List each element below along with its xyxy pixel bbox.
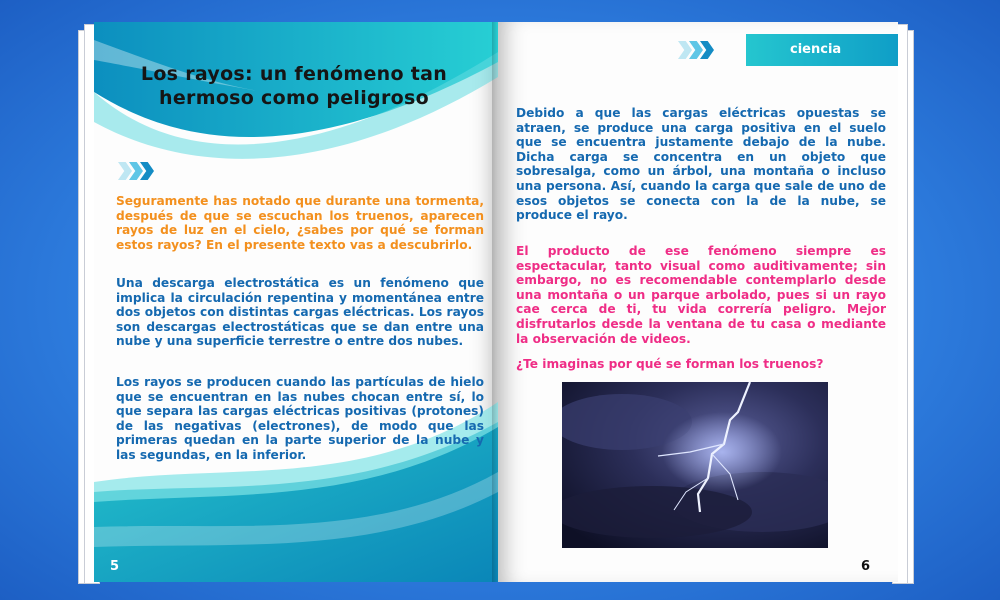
- chevron-arrows-icon: [118, 162, 151, 180]
- open-book: [78, 10, 912, 586]
- definition-paragraph: Una descarga electrostática es un fenómeno que implica la circulación repentina y momentánea entre dos objetos con distintas cargas eléctricas. Los rayos son descargas electrostáticas que se dan entre una nube y una superficie terrestre o entre dos nubes.: [116, 276, 484, 349]
- intro-paragraph: Seguramente has notado que durante una tormenta, después de que se escuchan los truenos, aparecen rayos de luz en el cielo, ¿sabes por qué se forman estos rayos? En el presente texto vas a descubrirlo.: [116, 194, 484, 252]
- lightning-photo: [562, 382, 828, 548]
- warning-paragraph: El producto de ese fenómeno siempre es espectacular, tanto visual como auditivamente; sin embargo, no es recomendable contemplarlo desde una montaña o un parque arbolado, pues si un rayo cae cerca de ti, tu vida correría peligro. Mejor disfrutarlos desde la ventana de tu casa o mediante la observación de videos.: [516, 244, 886, 346]
- right-page: [498, 22, 898, 582]
- page-number-left: 5: [110, 559, 120, 574]
- attraction-paragraph: Debido a que las cargas eléctricas opuestas se atraen, se produce una carga positiva en el suelo que se encuentra justamente debajo de la nube. Dicha carga se concentra en un objeto que sobresalga, como un árbol, una montaña o incluso una persona. Así, cuando la carga que sale de uno de esos objetos se conecta con la de la nube, se produce el rayo.: [516, 106, 886, 223]
- section-tag: ciencia: [746, 34, 898, 66]
- question-text: ¿Te imaginas por qué se forman los truenos?: [516, 357, 824, 371]
- page-title: Los rayos: un fenómeno tan hermoso como peligroso: [140, 63, 448, 109]
- page-number-right: 6: [860, 559, 870, 574]
- left-page: [94, 22, 498, 582]
- formation-paragraph: Los rayos se producen cuando las partículas de hielo que se encuentran en las nubes chocan entre sí, lo que separa las cargas eléctricas positivas (protones) de las negativas (electrones), de modo que las primeras quedan en la parte superior de la nube y las segundas, en la inferior.: [116, 375, 484, 462]
- chevron-arrows-icon: [678, 41, 711, 59]
